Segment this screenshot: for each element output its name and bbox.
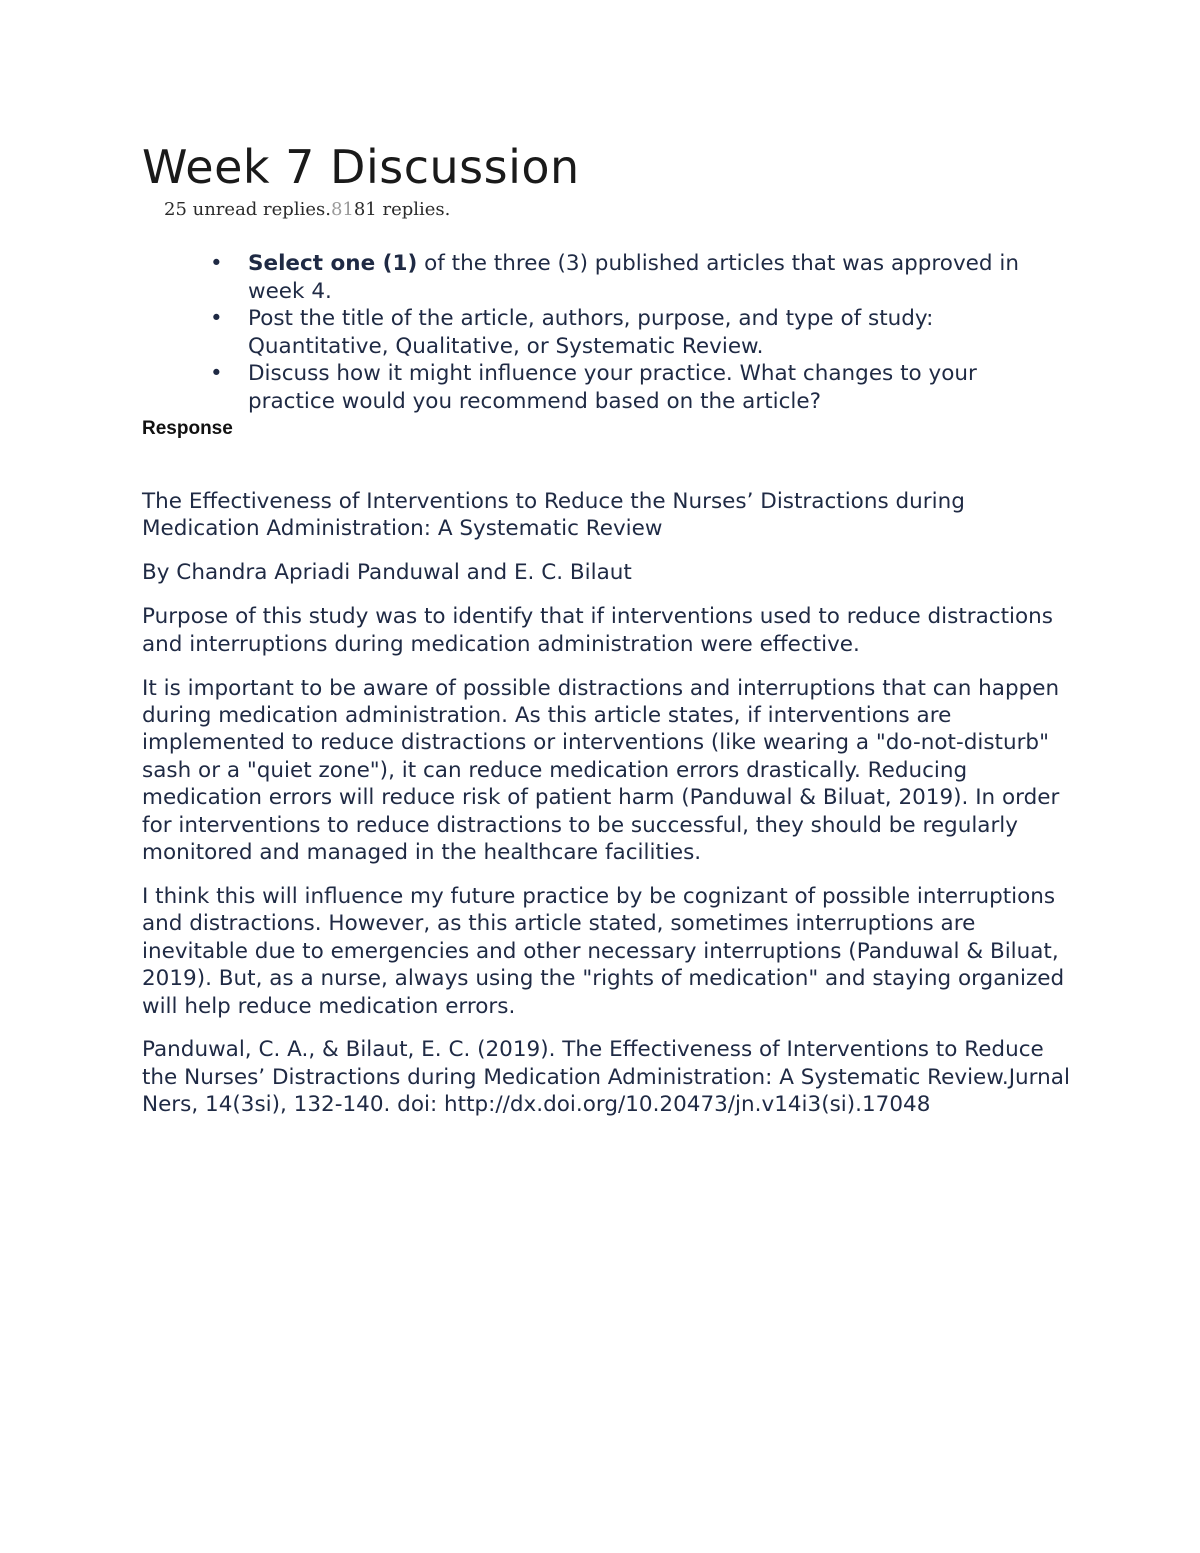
instruction-item [210, 360, 1070, 415]
instructions-list [210, 250, 1070, 415]
article-title: The Effectiveness of Interventions to Reduce the Nurses’ Distractions during Medication Administration: A Systematic Review [142, 489, 965, 542]
reference-citation: Panduwal, C. A., & Bilaut, E. C. (2019). The Effectiveness of Interventions to Reduce the Nurses’ Distractions during Medication Administration: A Systematic Review.Jurnal Ners, 14(3si), 132-140. doi: http://dx.doi.org/10.20473/jn.v14i3(si).17048 [142, 1037, 1070, 1118]
instruction-item [210, 305, 1070, 360]
replies-count-muted: 81 [330, 199, 354, 220]
unread-replies-text: 25 unread replies. [164, 199, 331, 220]
discussion-paragraph-1: It is important to be aware of possible distractions and interruptions that can happen during medication administration. As this article states, if interventions are implemented to reduce distractions or interventions (like wearing a "do-not-disturb" sash or a "quiet zone"), it can reduce medication errors drastically. Reducing medication errors will reduce risk of patient harm (Panduwal & Biluat, 2019). In order for interventions to reduce distractions to be successful, they should be regularly monitored and managed in the healthcare facilities. [142, 675, 1060, 865]
total-replies-text: 81 replies. [353, 199, 451, 220]
instruction-item [210, 250, 1070, 305]
response-label: Response [142, 418, 233, 439]
article-purpose: Purpose of this study was to identify that if interventions used to reduce distractions and interruptions during medication administration were effective. [142, 604, 1053, 657]
article-authors: By Chandra Apriadi Panduwal and E. C. Bilaut [142, 560, 632, 586]
instruction-text: of the three (3) published articles that was approved in week 4. [248, 251, 1019, 304]
instruction-bold: Select one (1) [248, 251, 418, 276]
discussion-paragraph-2: I think this will influence my future practice by be cognizant of possible interruptions and distractions. However, as this article stated, sometimes interruptions are inevitable due to emergencies and other necessary interruptions (Panduwal & Biluat, 2019). But, as a nurse, always using the "rights of medication" and staying organized will help reduce medication errors. [142, 883, 1065, 1019]
page-title: Week 7 Discussion [142, 140, 580, 194]
instruction-text: Post the title of the article, authors, purpose, and type of study: Quantitative, Qualitative, or Systematic Review. [248, 306, 934, 359]
response-body [142, 488, 1072, 1135]
instruction-text: Discuss how it might influence your practice. What changes to your practice would you recommend based on the article? [248, 361, 977, 414]
replies-count [164, 199, 450, 220]
